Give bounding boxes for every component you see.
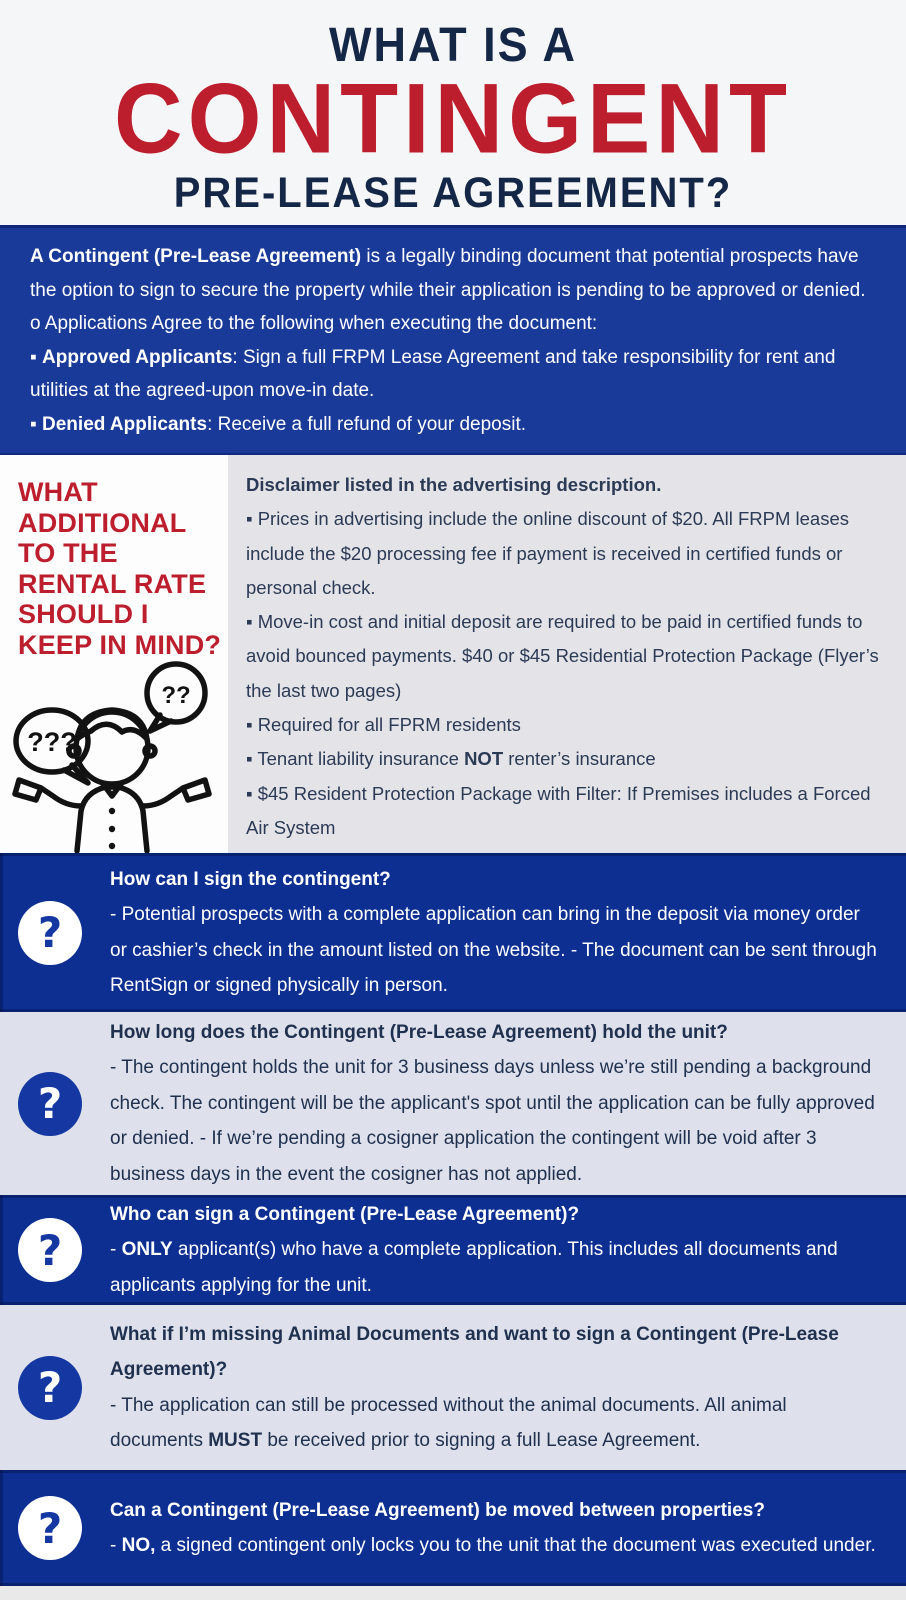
faq-answer-bold: NO,	[121, 1535, 156, 1556]
rental-heading: WHAT ADDITIONAL TO THE RENTAL RATE SHOULD I KEEP IN MIND?	[18, 477, 222, 660]
header-section	[0, 0, 906, 225]
question-mark-icon: ?	[18, 1496, 82, 1560]
faq-moved-between-properties	[0, 1470, 906, 1586]
faq-answer	[110, 897, 880, 1004]
rental-item-text: ▪ Prices in advertising include the online discount of $20. All FRPM leases include the $20 processing fee if payment is received in certified funds or personal check.	[246, 508, 849, 598]
faq-text	[110, 1015, 880, 1193]
faq-answer-text: -	[110, 1239, 122, 1261]
rental-item-text: ▪ Move-in cost and initial deposit are required to be paid in certified funds to avoid bounced payments. $40 or $45 Residential Protection Package (Flyer’s the last two pages)	[246, 611, 879, 701]
intro-lead-bold: A Contingent (Pre-Lease Agreement)	[30, 246, 362, 267]
faq-text	[110, 862, 880, 1004]
faq-hold-unit	[0, 1012, 906, 1195]
question-mark-icon: ?	[18, 1356, 82, 1420]
faq-question: How can I sign the contingent?	[110, 868, 391, 890]
faq-question: Can a Contingent (Pre-Lease Agreement) be moved between properties?	[110, 1499, 765, 1521]
faq-answer-bold: MUST	[208, 1430, 263, 1451]
faq-answer-text: - The application can still be processed without the animal documents. All animal documents	[110, 1394, 787, 1451]
faq-answer-rest: applicant(s) who have a complete application. This includes all documents and applicants applying for the unit.	[110, 1239, 838, 1296]
faq-text	[110, 1493, 876, 1564]
intro-bullet-bold: Approved Applicants	[42, 346, 233, 368]
bubble-left-text: ???	[27, 727, 77, 757]
bullet-marker: ▪	[30, 413, 43, 435]
rental-item	[246, 777, 880, 846]
faq-answer	[110, 1232, 880, 1303]
question-mark-icon: ?	[18, 1218, 82, 1282]
intro-bullet-rest: : Receive a full refund of your deposit.	[207, 413, 527, 435]
rental-item	[246, 502, 880, 605]
rental-item	[246, 605, 880, 708]
bottom-strip	[0, 1586, 906, 1600]
faq-animal-documents	[0, 1305, 906, 1470]
rental-item-rest: renter’s insurance	[503, 748, 656, 770]
faq-answer	[110, 1050, 880, 1192]
faq-question: What if I’m missing Animal Documents and want to sign a Contingent (Pre-Lease Agreement)?	[110, 1323, 839, 1380]
faq-answer	[110, 1528, 876, 1564]
intro-bullet-approved	[30, 341, 878, 408]
faq-answer-text: - Potential prospects with a complete application can bring in the deposit via money order or cashier’s check in the amount listed on the website. - The document can be sent through RentSign or signed physically in person.	[110, 904, 877, 996]
title-line-2: CONTINGENT	[113, 63, 793, 175]
faq-question: Who can sign a Contingent (Pre-Lease Agreement)?	[110, 1203, 580, 1225]
rental-left-column	[0, 455, 228, 853]
rental-item	[246, 742, 880, 776]
title-line-3: PRE-LEASE AGREEMENT?	[173, 169, 733, 217]
title-line-1: WHAT IS A	[329, 16, 577, 72]
rental-item-text: ▪ Required for all FPRM residents	[246, 714, 521, 736]
faq-answer	[110, 1388, 880, 1459]
bubble-right-text: ??	[161, 682, 191, 709]
faq-text	[110, 1317, 880, 1459]
rental-item-text: ▪ Tenant liability insurance	[246, 748, 465, 770]
intro-bullet-denied	[30, 408, 878, 442]
rental-item-bold: Disclaimer listed in the advertising description.	[246, 474, 662, 495]
rental-rate-section	[0, 455, 906, 853]
question-mark-icon: ?	[18, 1072, 82, 1136]
faq-answer-text: - The contingent holds the unit for 3 business days unless we’re still pending a background check. The contingent will be the applicant's spot until the application can be fully approved or denied. - If we’re pending a cosigner application the contingent will be void after 3 business days in the event the cosigner has not applied.	[110, 1057, 875, 1185]
confused-person-icon	[8, 653, 220, 853]
rental-item	[246, 708, 880, 742]
faq-question: How long does the Contingent (Pre-Lease Agreement) hold the unit?	[110, 1021, 728, 1043]
rental-item	[246, 468, 880, 502]
faq-text	[110, 1197, 880, 1304]
faq-answer-rest: a signed contingent only locks you to the unit that the document was executed under.	[155, 1535, 876, 1556]
bullet-marker: ▪	[30, 346, 43, 368]
rental-item-bold: NOT	[464, 748, 504, 770]
intro-bullet-rest: : Sign a full FRPM Lease Agreement and take responsibility for rent and utilities at the agreed-upon move-in date.	[30, 346, 836, 401]
faq-who-can-sign	[0, 1195, 906, 1305]
faq-answer-bold: ONLY	[121, 1239, 173, 1261]
question-mark-icon: ?	[18, 901, 82, 965]
intro-lead-rest: is a legally binding document that potential prospects have the option to sign to secure the property while their application is pending to be approved or denied. o Applications Agree to the following when executing the document:	[30, 246, 866, 334]
rental-item-text: ▪ $45 Resident Protection Package with Filter: If Premises includes a Forced Air System	[246, 782, 871, 838]
rental-right-column	[228, 455, 906, 853]
intro-bullet-bold: Denied Applicants	[42, 413, 208, 435]
faq-sign-contingent	[0, 853, 906, 1012]
faq-answer-text: -	[110, 1535, 122, 1556]
faq-answer-rest: be received prior to signing a full Lease Agreement.	[262, 1430, 701, 1451]
intro-section	[0, 225, 906, 455]
intro-paragraph	[30, 240, 878, 341]
